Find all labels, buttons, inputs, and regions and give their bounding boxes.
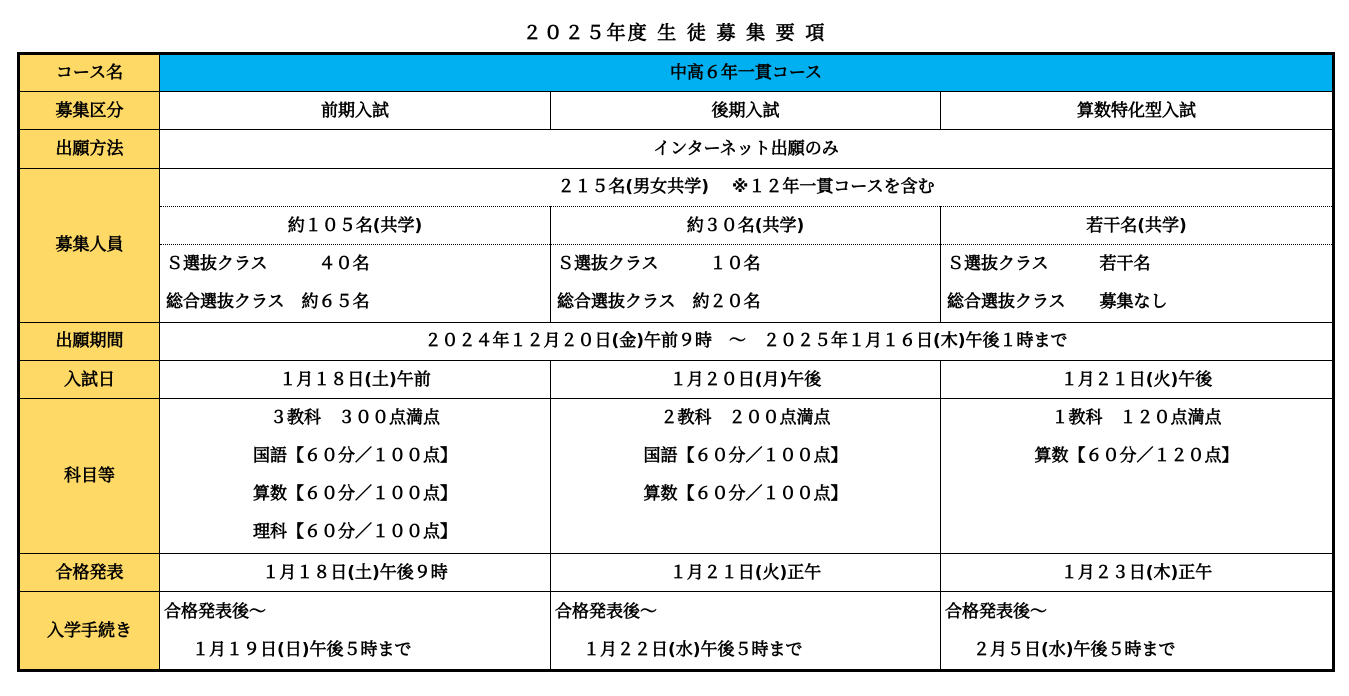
row-procedure <box>19 592 1334 671</box>
exam-day-math: １月２１日(火)午後 <box>941 360 1334 398</box>
subjects-math <box>941 399 1334 554</box>
procedure-line: 合格発表後～ <box>164 601 266 622</box>
category-early: 前期入試 <box>160 92 551 130</box>
course-name: 中高６年一貫コース <box>160 54 1334 92</box>
label-exam-day: 入試日 <box>19 360 160 398</box>
row-capacity-per <box>19 206 1334 244</box>
label-subjects: 科目等 <box>19 399 160 554</box>
exam-day-early: １月１８日(土)午前 <box>160 360 551 398</box>
classes-math <box>941 245 1334 323</box>
row-capacity-total <box>19 168 1334 206</box>
row-announce <box>19 554 1334 592</box>
procedure-deadline: １月２２日(水)午後５時まで <box>583 639 803 660</box>
page-title: ２０２５年度 生 徒 募 集 要 項 <box>522 22 827 44</box>
procedure-deadline: ２月５日(水)午後５時まで <box>973 639 1176 660</box>
procedure-early <box>160 592 551 671</box>
exam-day-late: １月２０日(月)午後 <box>551 360 941 398</box>
subject-line: 算数【６０分／１２０点】 <box>1034 446 1239 467</box>
procedure-late <box>551 592 941 671</box>
class-line: Ｓ選抜クラス 若干名 <box>947 254 1151 275</box>
class-line: Ｓ選抜クラス １０名 <box>557 254 761 275</box>
subjects-early <box>160 399 551 554</box>
label-category: 募集区分 <box>19 92 160 130</box>
classes-early <box>160 245 551 323</box>
capacity-total: ２１５名(男女共学) ※１２年一貫コースを含む <box>160 168 1334 206</box>
category-late: 後期入試 <box>551 92 941 130</box>
capacity-math: 若干名(共学) <box>941 206 1334 244</box>
subject-line: ３教科 ３００点満点 <box>270 408 440 429</box>
subject-line: 算数【６０分／１００点】 <box>253 484 457 505</box>
subject-line: 国語【６０分／１００点】 <box>643 446 848 467</box>
method-value: インターネット出願のみ <box>160 130 1334 168</box>
category-math: 算数特化型入試 <box>941 92 1334 130</box>
label-announce: 合格発表 <box>19 554 160 592</box>
row-course <box>19 54 1334 92</box>
announce-late: １月２１日(火)正午 <box>551 554 941 592</box>
class-line: 総合選抜クラス 約６５名 <box>166 292 370 313</box>
announce-math: １月２３日(木)正午 <box>941 554 1334 592</box>
label-procedure: 入学手続き <box>19 592 160 671</box>
period-value: ２０２４年１２月２０日(金)午前９時 ～ ２０２５年１月１６日(木)午後１時まで <box>160 322 1334 360</box>
procedure-line: 合格発表後～ <box>945 601 1047 622</box>
capacity-early: 約１０５名(共学) <box>160 206 551 244</box>
procedure-line: 合格発表後～ <box>555 601 657 622</box>
announce-early: １月１８日(土)午後９時 <box>160 554 551 592</box>
subject-line: １教科 １２０点満点 <box>1051 408 1222 429</box>
classes-late <box>551 245 941 323</box>
capacity-late: 約３０名(共学) <box>551 206 941 244</box>
label-period: 出願期間 <box>19 322 160 360</box>
row-period <box>19 322 1334 360</box>
subject-line: 国語【６０分／１００点】 <box>253 446 457 467</box>
row-capacity-classes <box>19 245 1334 323</box>
procedure-deadline: １月１９日(日)午後５時まで <box>192 639 412 660</box>
subject-line: 算数【６０分／１００点】 <box>643 484 848 505</box>
subject-line: ２教科 ２００点満点 <box>660 408 831 429</box>
procedure-math <box>941 592 1334 671</box>
class-line: 総合選抜クラス 約２０名 <box>557 292 761 313</box>
row-method <box>19 130 1334 168</box>
class-line: 総合選抜クラス 募集なし <box>947 292 1168 313</box>
label-capacity: 募集人員 <box>19 168 160 322</box>
admission-table <box>17 52 1335 672</box>
label-method: 出願方法 <box>19 130 160 168</box>
row-exam-day <box>19 360 1334 398</box>
subject-line: 理科【６０分／１００点】 <box>253 522 457 543</box>
subjects-late <box>551 399 941 554</box>
class-line: Ｓ選抜クラス ４０名 <box>166 254 370 275</box>
row-subjects <box>19 399 1334 554</box>
label-course: コース名 <box>19 54 160 92</box>
row-category <box>19 92 1334 130</box>
